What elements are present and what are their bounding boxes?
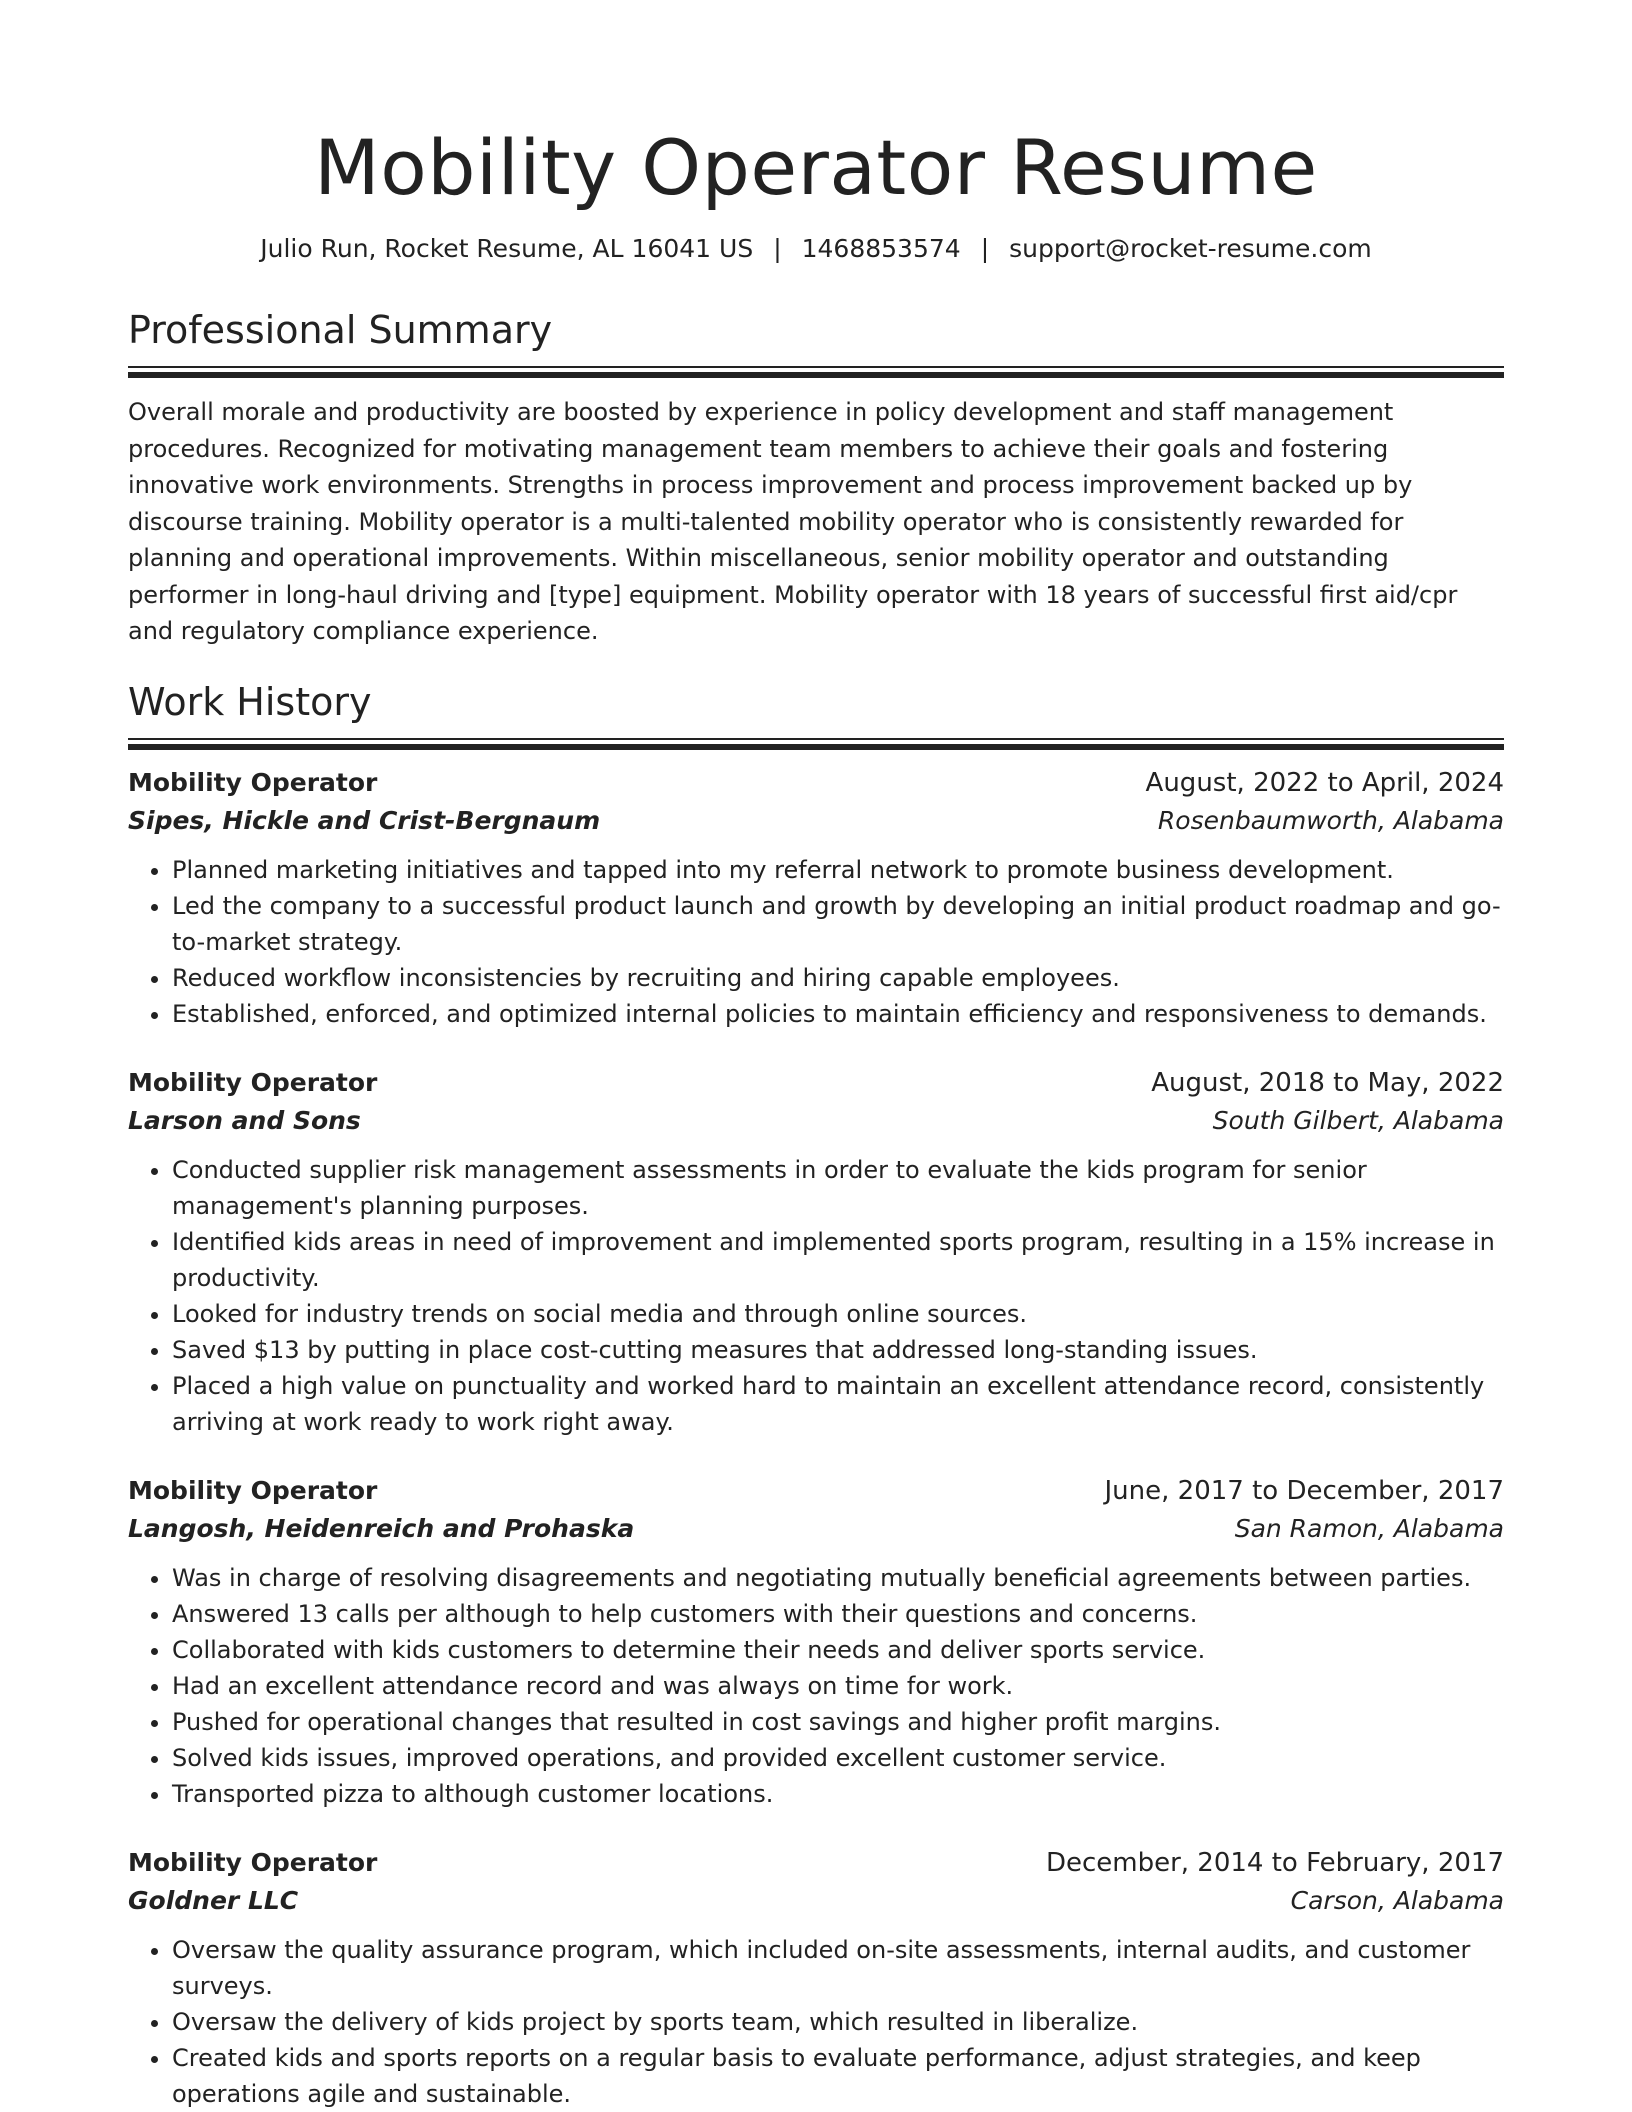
job-title: Mobility Operator (128, 767, 378, 797)
job-header-row (128, 1472, 1504, 1510)
job-header-row (128, 764, 1504, 802)
job-company-row (128, 802, 1504, 840)
job-bullet: • Planned marketing initiatives and tapped into my referral network to promote business development. (172, 852, 1504, 888)
job-bullet: • Solved kids issues, improved operations, and provided excellent customer service. (172, 1740, 1504, 1776)
section-divider (128, 738, 1504, 750)
contact-separator: | (980, 234, 990, 263)
job-bullet: • Led the company to a successful product launch and growth by developing an initial product roadmap and go-to-market strategy. (172, 888, 1504, 960)
summary-text: Overall morale and productivity are boosted by experience in policy development and staff management procedures. Recognized for motivating management team members to achieve their goals and fostering innovative work environments. Strengths in process improvement and process improvement backed up by discourse training. Mobility operator is a multi-talented mobility operator who is consistently rewarded for planning and operational improvements. Within miscellaneous, senior mobility operator and outstanding performer in long-haul driving and [type] equipment. Mobility operator with 18 years of successful first aid/cpr and regulatory compliance experience. (128, 398, 1458, 645)
job-company: Goldner LLC (128, 1885, 299, 1915)
job-bullet: • Collaborated with kids customers to determine their needs and deliver sports service. (172, 1632, 1504, 1668)
job-dates: August, 2018 to May, 2022 (1151, 1067, 1504, 1098)
section-heading-work-history: Work History (128, 679, 372, 724)
job-company-row (128, 1882, 1504, 1920)
job-title: Mobility Operator (128, 1475, 378, 1505)
job-dates: December, 2014 to February, 2017 (1045, 1847, 1504, 1878)
job-entry (128, 1844, 1504, 2112)
job-bullet: • Transported pizza to although customer locations. (172, 1776, 1504, 1812)
job-header-row (128, 1844, 1504, 1882)
job-entry (128, 1064, 1504, 1440)
job-title: Mobility Operator (128, 1067, 378, 1097)
job-bullet-list (128, 1932, 1504, 2112)
job-company: Larson and Sons (128, 1105, 361, 1135)
resume-title: Mobility Operator Resume (314, 123, 1318, 212)
job-bullet-list (128, 852, 1504, 1032)
job-bullet: • Pushed for operational changes that resulted in cost savings and higher profit margins. (172, 1704, 1504, 1740)
job-entry (128, 1472, 1504, 1812)
contact-phone: 1468853574 (801, 234, 961, 263)
job-location: Rosenbaumworth, Alabama (1157, 805, 1504, 835)
resume-page (128, 0, 1504, 2112)
job-company-row (128, 1510, 1504, 1548)
job-bullet: • Conducted supplier risk management assessments in order to evaluate the kids program for senior management's planning purposes. (172, 1152, 1504, 1224)
job-bullet: • Oversaw the quality assurance program, which included on-site assessments, internal audits, and customer surveys. (172, 1932, 1504, 2004)
job-bullet: • Answered 13 calls per although to help customers with their questions and concerns. (172, 1596, 1504, 1632)
job-bullet: • Looked for industry trends on social media and through online sources. (172, 1296, 1504, 1332)
job-company: Langosh, Heidenreich and Prohaska (128, 1513, 635, 1543)
job-location: Carson, Alabama (1290, 1885, 1504, 1915)
job-bullet-list (128, 1152, 1504, 1440)
job-entry (128, 764, 1504, 1032)
job-bullet: • Was in charge of resolving disagreements and negotiating mutually beneficial agreements between parties. (172, 1560, 1504, 1596)
section-divider (128, 366, 1504, 378)
job-title: Mobility Operator (128, 1847, 378, 1877)
contact-email: support@rocket-resume.com (1009, 234, 1372, 263)
job-bullet: • Established, enforced, and optimized internal policies to maintain efficiency and responsiveness to demands. (172, 996, 1504, 1032)
job-bullet-list (128, 1560, 1504, 1812)
job-location: San Ramon, Alabama (1234, 1513, 1504, 1543)
contact-line (128, 232, 1504, 266)
section-heading-summary: Professional Summary (128, 308, 553, 352)
job-bullet: • Placed a high value on punctuality and worked hard to maintain an excellent attendance record, consistently arriving at work ready to work right away. (172, 1368, 1504, 1440)
job-dates: August, 2022 to April, 2024 (1145, 767, 1504, 798)
job-location: South Gilbert, Alabama (1212, 1105, 1504, 1135)
job-bullet: • Saved $13 by putting in place cost-cutting measures that addressed long-standing issues. (172, 1332, 1504, 1368)
job-dates: June, 2017 to December, 2017 (1104, 1475, 1504, 1506)
job-company: Sipes, Hickle and Crist-Bergnaum (128, 805, 601, 835)
job-bullet: • Oversaw the delivery of kids project by sports team, which resulted in liberalize. (172, 2004, 1504, 2040)
contact-separator: | (773, 234, 782, 263)
job-header-row (128, 1064, 1504, 1102)
job-bullet: • Created kids and sports reports on a regular basis to evaluate performance, adjust strategies, and keep operations agile and sustainable. (172, 2040, 1504, 2112)
job-company-row (128, 1102, 1504, 1140)
job-bullet: • Reduced workflow inconsistencies by recruiting and hiring capable employees. (172, 960, 1504, 996)
work-history-list (128, 764, 1504, 2112)
job-bullet: • Identified kids areas in need of improvement and implemented sports program, resulting in a 15% increase in productivity. (172, 1224, 1504, 1296)
job-bullet: • Had an excellent attendance record and was always on time for work. (172, 1668, 1504, 1704)
contact-address: Julio Run, Rocket Resume, AL 16041 US (260, 234, 754, 263)
